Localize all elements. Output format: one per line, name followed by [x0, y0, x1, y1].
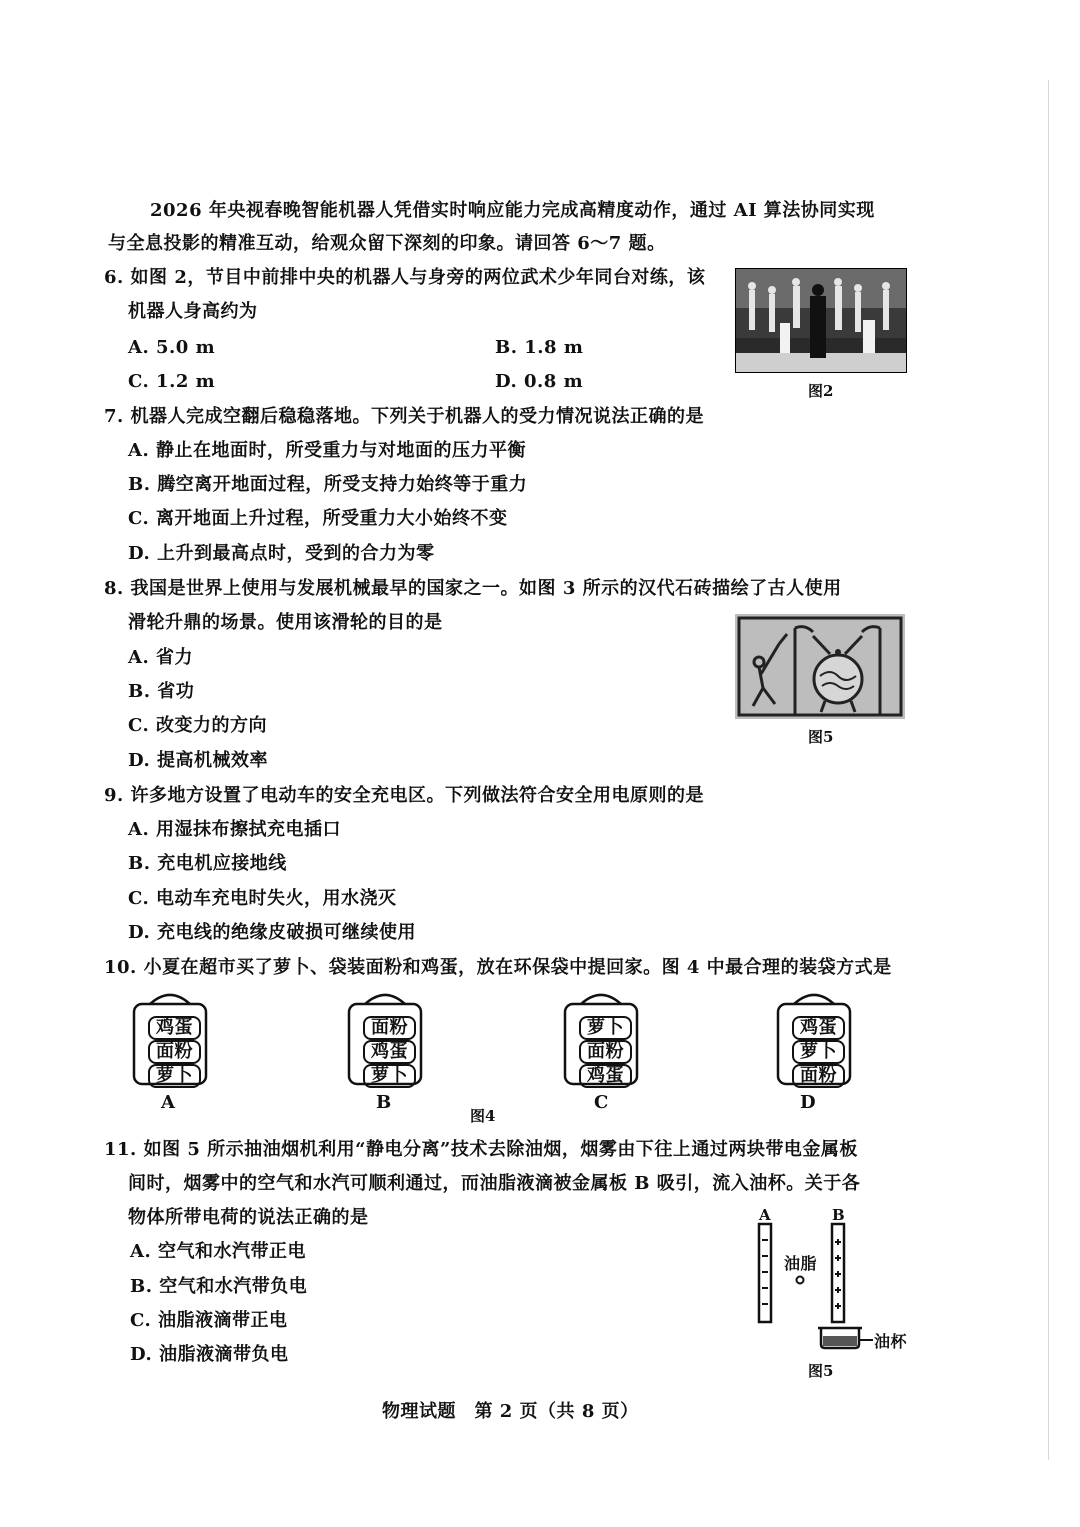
q11-option-b[interactable]: B. 空气和水汽带负电	[130, 1276, 308, 1297]
q7-option-b[interactable]: B. 腾空离开地面过程，所受支持力始终等于重力	[128, 474, 528, 495]
q8-stem-line-1: 8. 我国是世界上使用与发展机械最早的国家之一。如图 3 所示的汉代石砖描绘了古人使用	[104, 578, 842, 599]
q7-option-a[interactable]: A. 静止在地面时，所受重力与对地面的压力平衡	[128, 440, 526, 461]
bag-d-item-2: 萝卜	[792, 1040, 845, 1064]
q8-option-d[interactable]: D. 提高机械效率	[128, 750, 269, 771]
q8-option-c[interactable]: C. 改变力的方向	[128, 715, 268, 736]
bag-a-item-3: 萝卜	[148, 1064, 201, 1088]
bag-a-label[interactable]: A	[161, 1092, 175, 1113]
q8-option-a[interactable]: A. 省力	[128, 647, 193, 668]
q8-stem-line-2: 滑轮升鼎的场景。使用该滑轮的目的是	[128, 612, 443, 633]
q6-option-d[interactable]: D. 0.8 m	[495, 371, 584, 392]
q11-option-c[interactable]: C. 油脂液滴带正电	[130, 1310, 288, 1331]
q7-option-c[interactable]: C. 离开地面上升过程，所受重力大小始终不变	[128, 508, 508, 529]
figure-5-caption: 图5	[808, 1362, 834, 1380]
bag-a-item-2: 面粉	[148, 1040, 201, 1064]
q10-stem: 10. 小夏在超市买了萝卜、袋装面粉和鸡蛋，放在环保袋中提回家。图 4 中最合理的装袋方式是	[104, 957, 892, 978]
q9-option-a[interactable]: A. 用湿抹布擦拭充电插口	[128, 819, 341, 840]
q6-option-a[interactable]: A. 5.0 m	[128, 337, 216, 358]
q11-option-a[interactable]: A. 空气和水汽带正电	[130, 1241, 306, 1262]
grease-label: 油脂	[784, 1254, 818, 1273]
q7-stem: 7. 机器人完成空翻后稳稳落地。下列关于机器人的受力情况说法正确的是	[104, 406, 705, 427]
page-footer: 物理试题 第 2 页（共 8 页）	[382, 1401, 639, 1422]
q6-option-b[interactable]: B. 1.8 m	[495, 337, 584, 358]
bag-b-item-1: 面粉	[363, 1016, 416, 1040]
bag-b-item-3: 萝卜	[363, 1064, 416, 1088]
figure-2-caption: 图2	[808, 382, 834, 400]
q9-stem: 9. 许多地方设置了电动车的安全充电区。下列做法符合安全用电原则的是	[104, 785, 705, 806]
q6-stem-line-1: 6. 如图 2，节目中前排中央的机器人与身旁的两位武术少年同台对练，该	[104, 267, 706, 288]
bag-d-item-3: 面粉	[792, 1064, 845, 1088]
robot-stage-photo	[735, 268, 907, 373]
q6-option-c[interactable]: C. 1.2 m	[128, 371, 216, 392]
q11-stem-line-1: 11. 如图 5 所示抽油烟机利用“静电分离”技术去除油烟，烟雾由下往上通过两块带电金属板	[104, 1139, 858, 1160]
bag-a-item-1: 鸡蛋	[148, 1016, 201, 1040]
grease-droplet	[797, 1277, 804, 1284]
bag-d-item-1: 鸡蛋	[792, 1016, 845, 1040]
bag-c-item-3: 鸡蛋	[579, 1064, 632, 1088]
page-edge	[1048, 80, 1049, 1460]
bag-c-item-1: 萝卜	[579, 1016, 632, 1040]
q11-stem-line-3: 物体所带电荷的说法正确的是	[128, 1207, 369, 1228]
plate-a-label: A	[759, 1206, 772, 1224]
q6-stem-line-2: 机器人身高约为	[128, 301, 258, 322]
bag-c-item-2: 面粉	[579, 1040, 632, 1064]
q11-option-d[interactable]: D. 油脂液滴带负电	[130, 1344, 289, 1365]
intro-line-1: 2026 年央视春晚智能机器人凭借实时响应能力完成高精度动作，通过 AI 算法协同实现	[150, 200, 875, 221]
q7-option-d[interactable]: D. 上升到最高点时，受到的合力为零	[128, 543, 435, 564]
bag-c-label[interactable]: C	[594, 1092, 609, 1113]
oil-cup-label: 油杯	[874, 1332, 908, 1351]
bag-b-item-2: 鸡蛋	[363, 1040, 416, 1064]
bag-b-label[interactable]: B	[376, 1092, 392, 1113]
han-stone-relief-image	[735, 614, 905, 719]
q9-option-b[interactable]: B. 充电机应接地线	[128, 853, 287, 874]
plate-b-label: B	[832, 1206, 846, 1224]
q11-stem-line-2: 间时，烟雾中的空气和水汽可顺利通过，而油脂液滴被金属板 B 吸引，流入油杯。关于各	[128, 1173, 861, 1194]
bag-d-label[interactable]: D	[800, 1092, 816, 1113]
figure-3-caption: 图5	[808, 728, 834, 746]
q9-option-d[interactable]: D. 充电线的绝缘皮破损可继续使用	[128, 922, 416, 943]
q9-option-c[interactable]: C. 电动车充电时失火，用水浇灭	[128, 888, 397, 909]
intro-line-2: 与全息投影的精准互动，给观众留下深刻的印象。请回答 6～7 题。	[108, 233, 666, 254]
figure-4-caption: 图4	[470, 1107, 496, 1125]
electrostatic-separator-diagram	[745, 1220, 895, 1360]
q8-option-b[interactable]: B. 省功	[128, 681, 195, 702]
